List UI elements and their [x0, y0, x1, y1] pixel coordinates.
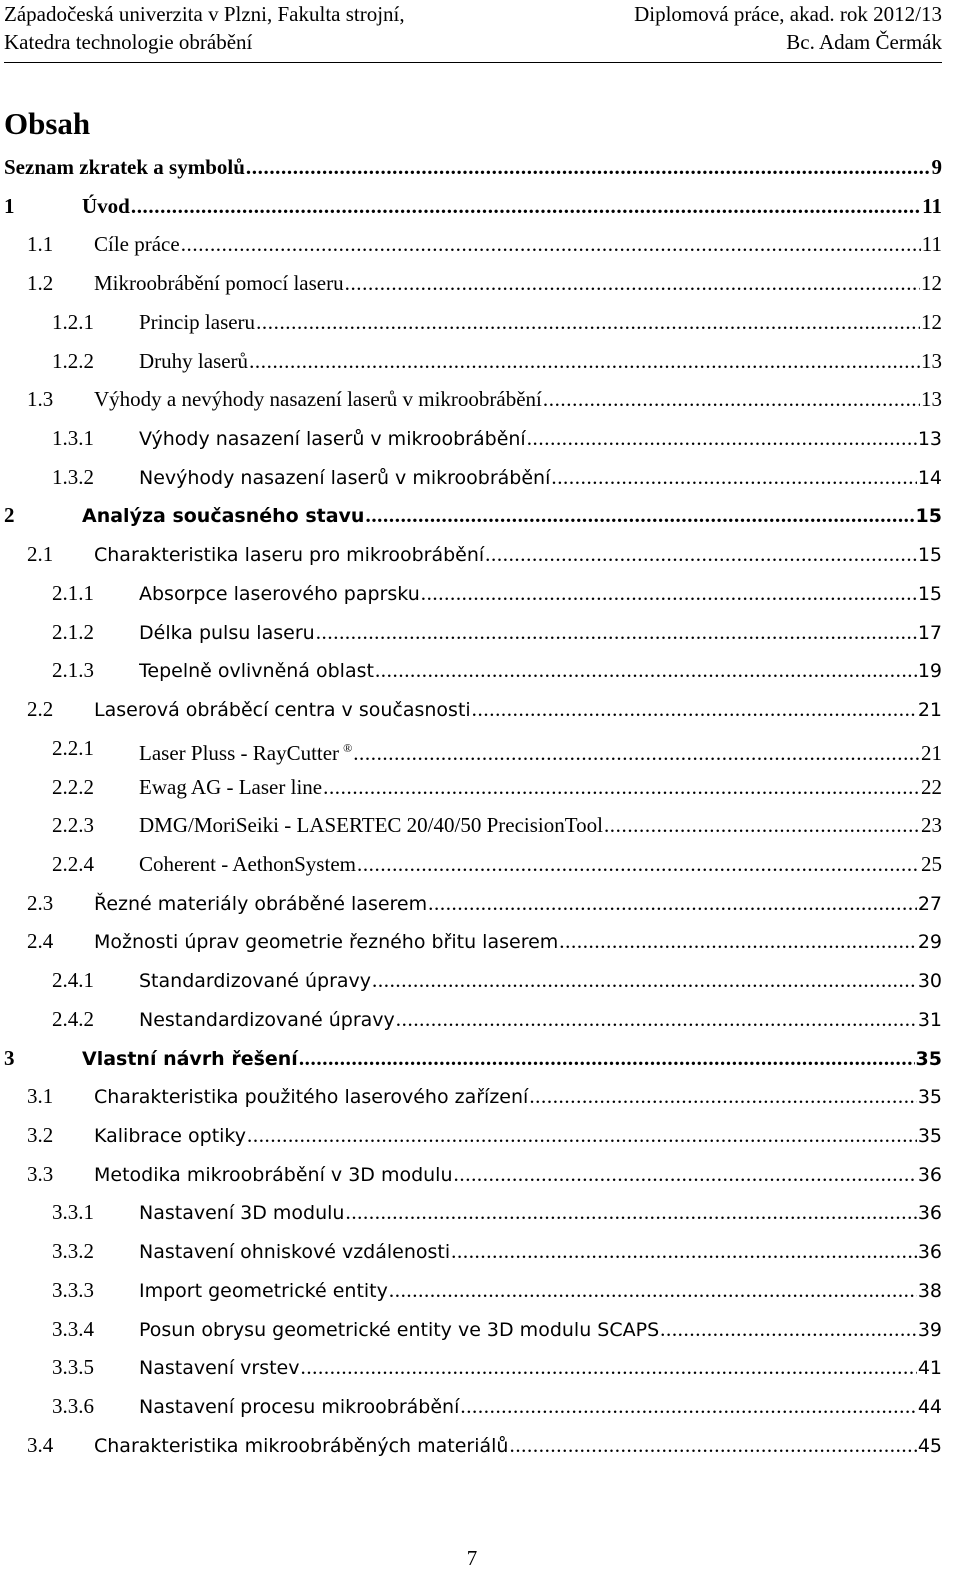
toc-entry-title [139, 462, 550, 494]
toc-entry-title [139, 732, 352, 769]
header-university: Západočeská univerzita v Plzni, Fakulta strojní, [4, 2, 405, 26]
toc-entry-title [139, 655, 374, 687]
toc-leader-dots [428, 887, 917, 919]
toc-entry-title-text: Seznam zkratek a symbolů [4, 155, 245, 179]
toc-leader-dots [375, 654, 917, 686]
toc-entry-title [82, 500, 364, 532]
toc-entry-title-text: Import geometrické entity [139, 1279, 388, 1302]
toc-entry-title [94, 1081, 528, 1113]
toc-entry-page: 15 [915, 505, 942, 528]
toc-entry-number: 3.2 [27, 1123, 54, 1147]
toc-entry-page: 39 [917, 1318, 942, 1341]
toc-entry[interactable] [0, 616, 942, 648]
toc-entry-title-text: Úvod [82, 193, 130, 218]
toc-leader-dots [353, 737, 920, 769]
toc-entry[interactable] [0, 1042, 942, 1074]
toc-entry-title-text: Laser Pluss - RayCutter [139, 740, 340, 765]
toc-entry-page: 36 [917, 1241, 942, 1264]
toc-entry-title [82, 1043, 298, 1075]
toc-entry-title [94, 888, 427, 920]
toc-entry-page: 13 [917, 428, 942, 451]
toc-leader-dots [365, 499, 914, 531]
header-row-2 [4, 28, 942, 56]
toc-entry-title [94, 228, 180, 260]
toc-entry-page: 35 [917, 1086, 942, 1109]
toc-leader-dots [551, 461, 916, 493]
toc-entry[interactable] [0, 925, 942, 957]
toc-heading: Obsah [4, 106, 91, 141]
toc-entry[interactable] [0, 461, 942, 493]
toc-entry[interactable] [0, 1429, 942, 1461]
toc-entry-title-text: Laserová obráběcí centra v současnosti [94, 699, 471, 722]
toc-entry-page: 21 [921, 740, 942, 765]
toc-entry-title-text: Možnosti úprav geometrie řezného břitu laserem [94, 931, 559, 954]
toc-entry-title [139, 345, 248, 377]
toc-entry[interactable] [0, 1274, 942, 1306]
toc-entry-number: 2.1.2 [52, 619, 94, 644]
toc-entry-page: 11 [922, 193, 942, 218]
toc-entry-number: 2 [4, 503, 15, 528]
toc-entry-page: 45 [917, 1434, 942, 1457]
toc-entry-title-text: Vlastní návrh řešení [82, 1047, 298, 1070]
toc-entry-page: 22 [921, 774, 942, 799]
toc-leader-dots [509, 1429, 916, 1461]
toc-entry-title [94, 267, 344, 299]
toc-entry-page: 41 [917, 1357, 942, 1380]
toc-leader-dots [559, 925, 917, 957]
toc-entry-number: 2.2 [27, 697, 54, 722]
toc-entry-title-text: Nastavení 3D modulu [139, 1202, 345, 1225]
toc-entry[interactable] [0, 151, 942, 183]
toc-leader-dots [396, 1003, 917, 1035]
toc-entry-title [139, 1314, 659, 1346]
toc-entry-title-text: Řezné materiály obráběné laserem [94, 892, 428, 915]
toc-entry[interactable] [0, 1080, 942, 1112]
toc-entry-title [94, 539, 484, 571]
toc-entry-page: 31 [917, 1008, 942, 1031]
toc-entry-title [94, 1159, 453, 1191]
toc-entry[interactable] [0, 732, 942, 764]
toc-entry-title [139, 809, 603, 841]
toc-entry-number: 2.2.2 [52, 774, 94, 799]
toc-leader-dots [389, 1274, 917, 1306]
toc-entry-page: 14 [917, 466, 942, 489]
toc-entry[interactable] [0, 1235, 942, 1267]
toc-entry-page: 38 [917, 1279, 942, 1302]
toc-entry-page: 11 [921, 232, 942, 257]
header-author: Bc. Adam Čermák [786, 30, 942, 54]
toc-entry-title-text: Charakteristika použitého laserového zařízení [94, 1086, 529, 1109]
toc-leader-dots [454, 1158, 917, 1190]
toc-leader-dots [323, 771, 920, 803]
toc-entry-number: 3.3 [27, 1161, 54, 1186]
toc-entry-page: 25 [921, 851, 942, 876]
toc-entry-title-text: Kalibrace optiky [94, 1125, 246, 1147]
toc-entry[interactable] [0, 383, 942, 415]
toc-entry[interactable] [0, 267, 942, 299]
toc-entry-page: 13 [921, 348, 942, 373]
toc-entry[interactable] [0, 1119, 942, 1151]
toc-entry-number: 2.1.3 [52, 658, 94, 683]
toc-entry-title-text: Mikroobrábění pomocí laseru [94, 271, 344, 296]
toc-entry-page: 36 [917, 1163, 942, 1186]
toc-entry-title [139, 1275, 388, 1307]
header-department: Katedra technologie obrábění [4, 30, 253, 54]
toc-entry-page: 29 [917, 931, 942, 954]
toc-entry-number: 1.2 [27, 271, 54, 296]
toc-entry-number: 1.2.2 [52, 348, 94, 373]
toc-leader-dots [131, 190, 921, 222]
toc-entry-title-text: Standardizované úpravy [139, 970, 372, 993]
toc-entry-title-text: Výhody nasazení laserů v mikroobrábění [139, 428, 526, 451]
toc-entry-number: 1.1 [27, 232, 54, 257]
toc-entry-title-text: Nestandardizované úpravy [139, 1008, 395, 1031]
toc-entry-page: 9 [931, 155, 942, 179]
toc-entry-title-text: Metodika mikroobrábění v 3D modulu [94, 1163, 453, 1186]
toc-leader-dots [372, 964, 917, 996]
toc-entry-title [139, 578, 420, 610]
toc-entry[interactable] [0, 345, 942, 377]
toc-entry-title-text: Nevýhody nasazení laserů v mikroobrábění [139, 466, 551, 489]
toc-entry[interactable] [0, 306, 942, 338]
toc-entry-number: 2.1 [27, 542, 54, 567]
toc-entry-number: 3.3.1 [52, 1200, 94, 1225]
toc-entry[interactable] [0, 848, 942, 880]
toc-entry-number: 3.3.6 [52, 1394, 94, 1419]
toc-entry-number: 3.3.2 [52, 1239, 94, 1264]
toc-entry-title-text: Charakteristika laseru pro mikroobrábění [94, 544, 485, 567]
toc-entry[interactable] [0, 422, 942, 454]
toc-leader-dots [246, 151, 931, 183]
toc-entry-page: 23 [921, 813, 942, 838]
toc-entry-number: 3.4 [27, 1432, 54, 1457]
toc-entry-number: 2.2.4 [52, 851, 94, 876]
toc-entry[interactable] [0, 1003, 942, 1035]
toc-leader-dots [247, 1119, 917, 1151]
toc-entry-title [139, 1352, 299, 1384]
toc-entry[interactable] [0, 887, 942, 919]
toc-leader-dots [316, 616, 917, 648]
toc-entry[interactable] [0, 1390, 942, 1422]
toc-leader-dots [256, 306, 920, 338]
toc-entry-title-text: Analýza současného stavu [82, 505, 365, 528]
toc-entry-title [139, 423, 526, 455]
toc-entry[interactable] [0, 538, 942, 570]
toc-leader-dots [421, 577, 917, 609]
toc-leader-dots [543, 383, 920, 415]
toc-entry[interactable] [0, 964, 942, 996]
toc-entry-number: 2.4.1 [52, 968, 94, 993]
toc-leader-dots [604, 809, 920, 841]
toc-entry-page: 15 [917, 544, 942, 567]
toc-leader-dots [460, 1390, 916, 1422]
toc-entry-title [94, 1120, 246, 1152]
toc-leader-dots [357, 848, 920, 880]
toc-entry-title-text: Tepelně ovlivněná oblast [139, 660, 374, 683]
toc-entry-page: 12 [921, 309, 942, 334]
toc-entry-number: 1 [4, 193, 15, 218]
toc-entry-page: 19 [917, 660, 942, 683]
toc-entry-number: 2.3 [27, 890, 54, 915]
toc-entry[interactable] [0, 190, 942, 222]
toc-entry-title-text: Druhy laserů [139, 348, 249, 373]
toc-entry-title [82, 190, 130, 222]
toc-entry-page: 12 [921, 271, 942, 296]
toc-entry-title-text: Charakteristika mikroobráběných materiálů [94, 1434, 509, 1457]
toc-leader-dots [485, 538, 917, 570]
toc-entry-page: 30 [917, 970, 942, 993]
toc-entry-number: 3.3.3 [52, 1277, 94, 1302]
toc-entry-title [139, 771, 322, 803]
toc-entry-title-text: Ewag AG - Laser line [139, 774, 323, 799]
toc-entry-title [139, 1236, 450, 1268]
toc-entry-number: 3 [4, 1045, 15, 1070]
toc-entry-title-text: Cíle práce [94, 232, 180, 257]
toc-entry-page: 15 [917, 582, 942, 605]
toc-entry-page: 13 [921, 387, 942, 412]
toc-entry-title-text: Absorpce laserového paprsku [139, 582, 420, 605]
toc-leader-dots [299, 1042, 915, 1074]
toc-entry-title [4, 151, 245, 183]
toc-entry-number: 2.4 [27, 929, 54, 954]
toc-entry-page: 44 [917, 1396, 942, 1419]
toc-entry-title [94, 694, 471, 726]
toc-entry-number: 1.2.1 [52, 309, 94, 334]
toc-entry-title-text: Nastavení vrstev [139, 1357, 300, 1380]
toc-entry-title [139, 1004, 395, 1036]
toc-entry-page: 36 [917, 1202, 942, 1225]
toc-entry[interactable] [0, 654, 942, 686]
header-thesis-info: Diplomová práce, akad. rok 2012/13 [634, 2, 942, 26]
toc-entry-title-text: Délka pulsu laseru [139, 621, 315, 644]
page-header [4, 0, 942, 63]
toc-entry-title-text: Princip laseru [139, 309, 256, 334]
toc-entry[interactable] [0, 771, 942, 803]
toc-entry[interactable] [0, 499, 942, 531]
toc-entry-number: 3.3.4 [52, 1316, 94, 1341]
toc-entry-number: 1.3.2 [52, 464, 94, 489]
toc-entry-number: 1.3.1 [52, 426, 94, 451]
toc-entry-title-text: Výhody a nevýhody nasazení laserů v mikroobrábění [94, 387, 542, 412]
toc-leader-dots [300, 1351, 916, 1383]
toc-entry-number: 1.3 [27, 387, 54, 412]
toc-entry[interactable] [0, 809, 942, 841]
toc-entry-title-text: DMG/MoriSeiki - LASERTEC 20/40/50 PrecisionTool [139, 813, 603, 838]
toc-entry-title [94, 1430, 508, 1462]
toc-entry-number: 2.2.3 [52, 813, 94, 838]
toc-leader-dots [451, 1235, 917, 1267]
toc-entry-number: 3.3.5 [52, 1355, 94, 1380]
toc-entry-title [94, 926, 558, 958]
toc-entry-title [139, 617, 315, 649]
toc-entry-title [94, 383, 542, 415]
toc-entry-title [139, 965, 371, 997]
toc-entry-number: 2.1.1 [52, 580, 94, 605]
toc-entry-title-text: Nastavení procesu mikroobrábění [139, 1396, 460, 1419]
toc-entry-title [139, 306, 255, 338]
toc-entry-title-text: Posun obrysu geometrické entity ve 3D modulu SCAPS [139, 1318, 660, 1341]
toc-leader-dots [527, 422, 917, 454]
registered-mark: ® [343, 740, 353, 755]
toc-entry[interactable] [0, 1351, 942, 1383]
toc-leader-dots [345, 1196, 916, 1228]
toc-leader-dots [345, 267, 920, 299]
toc-entry-title-text: Coherent - AethonSystem [139, 851, 356, 876]
toc-leader-dots [529, 1080, 917, 1112]
toc-leader-dots [660, 1313, 917, 1345]
toc-entry-page: 21 [917, 699, 942, 722]
toc-leader-dots [181, 228, 921, 260]
toc-leader-dots [472, 693, 917, 725]
toc-leader-dots [249, 345, 920, 377]
toc-entry[interactable] [0, 1313, 942, 1345]
toc-entry-title [139, 1197, 344, 1229]
page-number: 7 [466, 1546, 478, 1570]
toc-entry[interactable] [0, 1158, 942, 1190]
toc-entry-title [139, 848, 356, 880]
toc-entry-number: 2.2.1 [52, 735, 94, 760]
toc-entry-page: 35 [915, 1047, 942, 1070]
toc-entry-page: 27 [917, 892, 942, 915]
toc-entry-page: 17 [917, 621, 942, 644]
toc-entry[interactable] [0, 577, 942, 609]
toc-entry-number: 3.1 [27, 1084, 54, 1109]
toc-entry-title-text: Nastavení ohniskové vzdálenosti [139, 1241, 451, 1264]
toc-entry-page: 35 [917, 1125, 942, 1147]
toc-entry[interactable] [0, 228, 942, 260]
toc-entry-title [139, 1391, 459, 1423]
toc-entry[interactable] [0, 693, 942, 725]
toc-entry-number: 2.4.2 [52, 1006, 94, 1031]
header-row-1 [4, 0, 942, 28]
toc-entry[interactable] [0, 1196, 942, 1228]
